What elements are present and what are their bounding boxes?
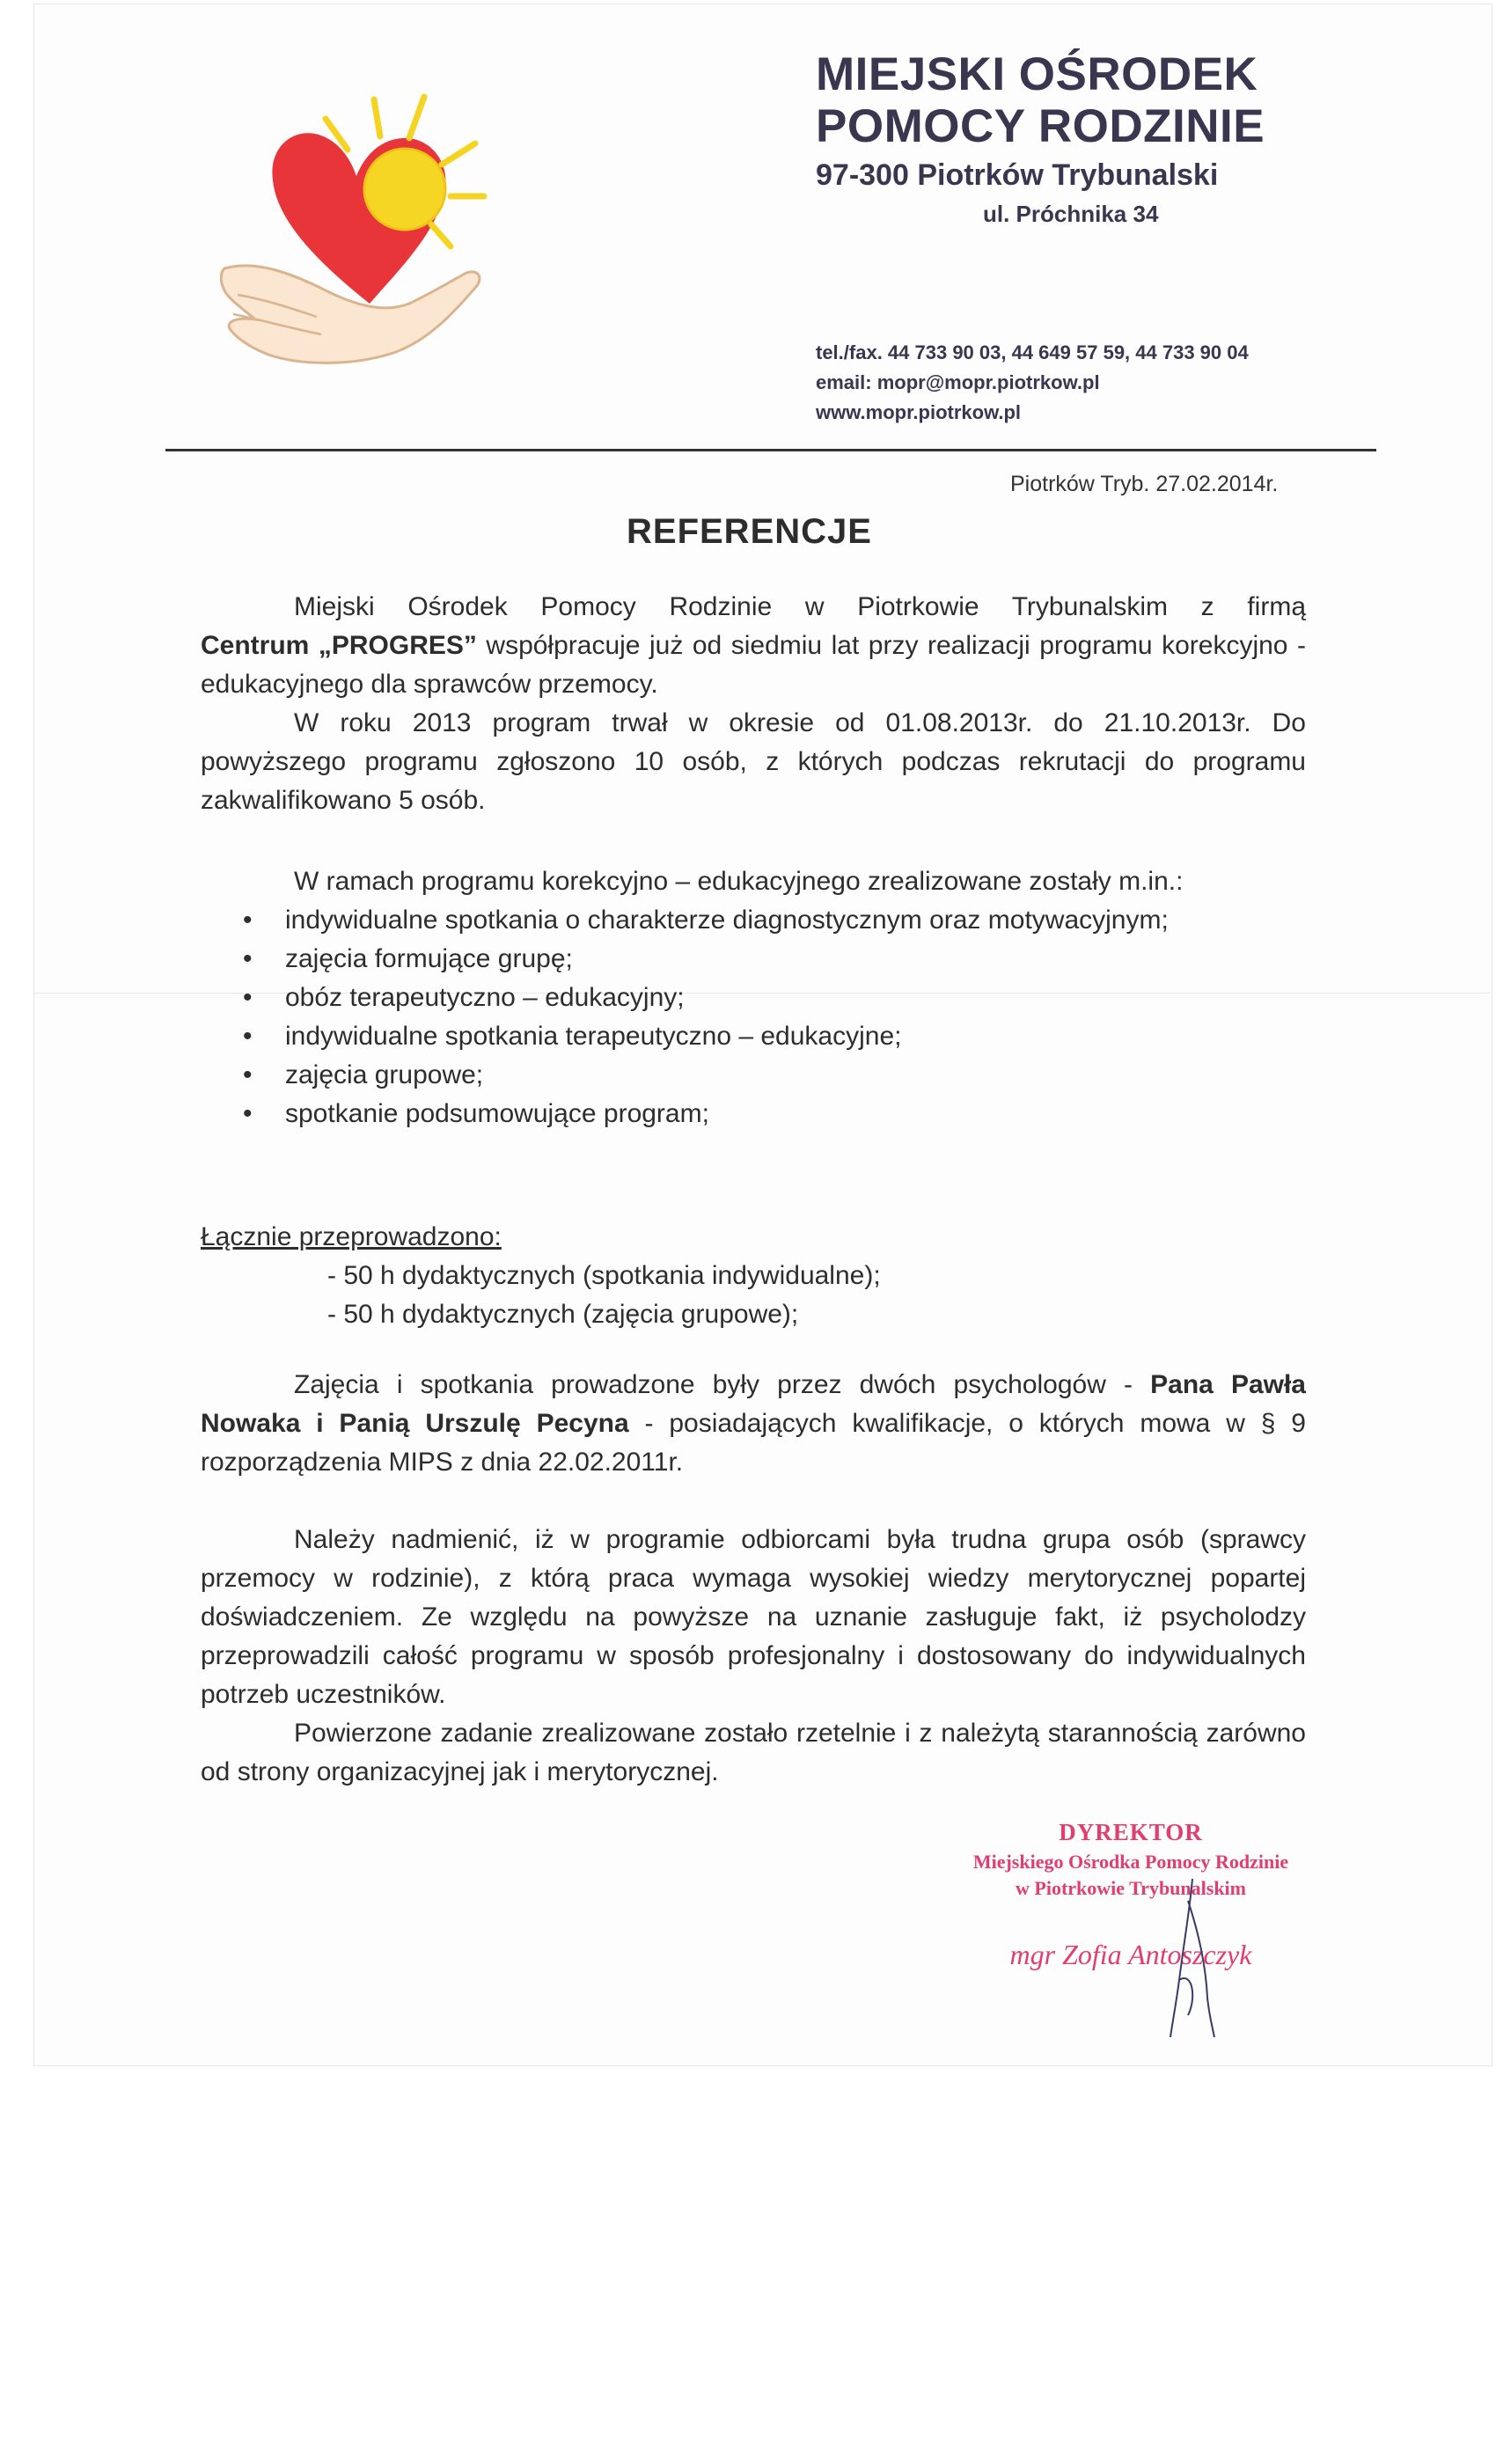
institution-name-line1: MIEJSKI OŚRODEK <box>816 48 1258 100</box>
stamp-title: DYREKTOR <box>1059 1819 1203 1845</box>
paragraph-1-line1: Miejski Ośrodek Pomocy Rodzinie w Piotrkowie Trybunalskim z firmą <box>294 592 1306 621</box>
company-name: Centrum „PROGRES” <box>201 631 477 660</box>
activities-list <box>201 901 1306 1133</box>
stamp-institution: Miejskiego Ośrodka Pomocy Rodzinie <box>972 1851 1289 1873</box>
letter-title: REFERENCJE <box>627 512 872 551</box>
paragraph-3: W ramach programu korekcyjno – edukacyjnego zrealizowane zostały m.in.: <box>294 867 1184 896</box>
letter-date: Piotrków Tryb. 27.02.2014r. <box>1010 472 1279 496</box>
activity-item: • obóz terapeutyczno – edukacyjny; <box>201 979 1306 1017</box>
contact-block <box>816 338 1249 428</box>
email-address: email: mopr@mopr.piotrkow.pl <box>816 371 1100 393</box>
activity-item: • indywidualne spotkania o charakterze diagnostycznym oraz motywacyjnym; <box>201 901 1306 940</box>
handwritten-signature <box>1144 1874 1232 2042</box>
paragraph-5: Należy nadmienić, iż w programie odbiorcami była trudna grupa osób (sprawcy przemocy w rodzinie), z którą praca wymaga wysokiej wiedzy merytorycznej popartej doświadczeniem. Ze względu na powyższe na uznanie zasługuje fakt, iż psycholodzy przeprowadzili całość programu w sposób profesjonalny i dostosowany do indywidualnych potrzeb uczestników. <box>201 1525 1306 1709</box>
header-divider <box>165 449 1376 451</box>
paragraph-6: Powierzone zadanie zrealizowane zostało rzetelnie i z należytą starannością zarówno od strony organizacyjnej jak i merytorycznej. <box>201 1719 1306 1786</box>
totals-item: - 50 h dydaktycznych (spotkania indywidualne); <box>327 1261 881 1290</box>
stamp-city: w Piotrkowie Trybunalskim <box>1016 1877 1246 1899</box>
activity-item: • zajęcia formujące grupę; <box>201 940 1306 979</box>
heart-sun-hands-logo <box>220 84 502 374</box>
paragraph-2: W roku 2013 program trwał w okresie od 01.08.2013r. do 21.10.2013r. Do powyższego programu zgłoszono 10 osób, z których podczas rekrutacji do programu zakwalifikowano 5 osób. <box>201 708 1306 815</box>
paragraph-1-continuation: współpracuje już od siedmiu lat przy realizacji programu korekcyjno - edukacyjnego dla sprawców przemocy. <box>201 631 1306 699</box>
institution-header <box>816 48 1265 231</box>
director-stamp <box>898 1815 1364 1972</box>
totals-heading: Łącznie przeprowadzono: <box>201 1222 502 1251</box>
institution-street: ul. Próchnika 34 <box>983 201 1159 227</box>
institution-city: 97-300 Piotrków Trybunalski <box>816 158 1219 192</box>
paragraph-1-rest <box>201 627 1306 704</box>
website-address: www.mopr.piotrkow.pl <box>816 401 1022 423</box>
totals-item: - 50 h dydaktycznych (zajęcia grupowe); <box>327 1300 799 1329</box>
institution-name-line2: POMOCY RODZINIE <box>816 100 1265 152</box>
phone-fax: tel./fax. 44 733 90 03, 44 649 57 59, 44 733 90 04 <box>816 341 1249 363</box>
activity-item: • indywidualne spotkania terapeutyczno – edukacyjne; <box>201 1017 1306 1056</box>
psychologists-names: Pana Pawła Nowaka i Panią Urszulę Pecyna <box>201 1370 1306 1438</box>
paragraph-4-end: - posiadających kwalifikacje, o których mowa w § 9 rozporządzenia MIPS z dnia 22.02.2011r. <box>201 1409 1306 1477</box>
paragraph-4 <box>201 1366 1306 1482</box>
paragraph-4-start: Zajęcia i spotkania prowadzone były przez dwóch psychologów - <box>294 1370 1151 1399</box>
activity-item: • spotkanie podsumowujące program; <box>201 1095 1306 1133</box>
sun-icon <box>364 149 445 230</box>
stamp-signatory-name: mgr Zofia Antoszczyk <box>1009 1939 1252 1970</box>
activity-item: • zajęcia grupowe; <box>201 1056 1306 1095</box>
